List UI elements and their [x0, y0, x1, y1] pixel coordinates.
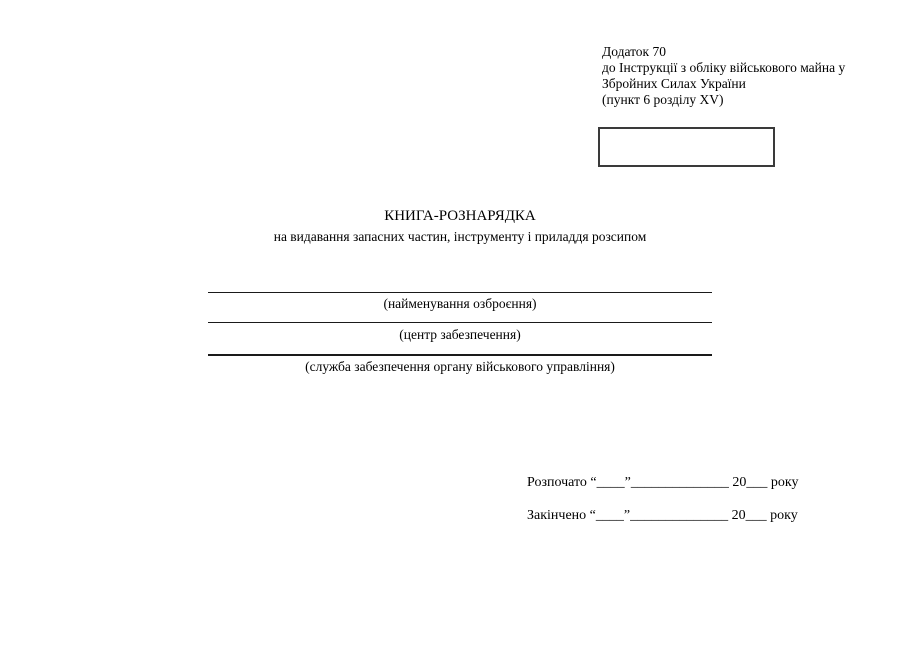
caption-supply-service: (служба забезпечення органу військового управління) — [305, 359, 615, 374]
form-title: КНИГА-РОЗНАРЯДКА — [384, 208, 536, 224]
form-subtitle: на видавання запасних частин, інструменту і приладдя розсипом — [273, 229, 647, 244]
date-finished-line: Закінчено “____”______________ 20___ року — [527, 508, 798, 523]
blank-line-weapon-name — [208, 292, 712, 293]
date-started-line: Розпочато “____”______________ 20___ року — [527, 475, 799, 490]
appendix-note-line-3: Збройних Силах України — [602, 76, 746, 91]
caption-weapon-name: (найменування озброєння) — [383, 296, 537, 311]
appendix-note — [602, 44, 872, 108]
appendix-note-line-4: (пункт 6 розділу XV) — [602, 92, 724, 107]
blank-line-supply-center — [208, 322, 712, 323]
blank-stamp-box — [598, 127, 775, 167]
appendix-note-line-2: до Інструкції з обліку військового майна у — [602, 60, 846, 75]
blank-line-supply-service — [208, 354, 712, 356]
appendix-note-line-1: Додаток 70 — [602, 44, 666, 59]
caption-supply-center: (центр забезпечення) — [399, 327, 521, 342]
